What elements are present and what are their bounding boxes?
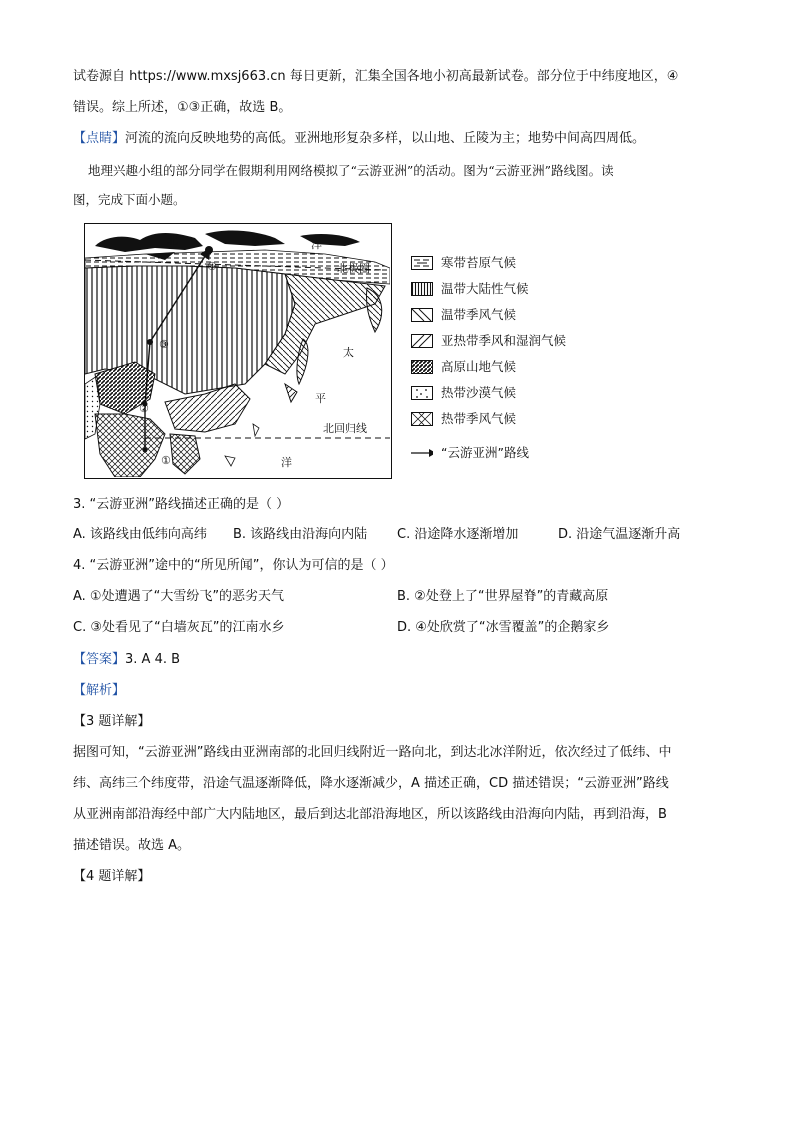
label-ice: 冰 bbox=[251, 234, 262, 247]
q3-option-a: A. 该路线由低纬向高纬 bbox=[73, 527, 207, 542]
slash-swatch-icon bbox=[411, 334, 433, 348]
tip-line bbox=[73, 130, 645, 148]
detail-4-heading: 【4 题详解】 bbox=[73, 869, 151, 884]
vertical-lines-swatch-icon bbox=[411, 282, 433, 296]
q3-option-d: D. 沿途气温逐渐升高 bbox=[558, 527, 681, 542]
marker-3: ③ bbox=[159, 338, 169, 351]
label-pacific-2: 平 bbox=[315, 392, 326, 405]
analysis-heading: 【解析】 bbox=[73, 683, 126, 698]
tip-text: 河流的流向反映地势的高低。亚洲地形复杂多样，以山地、丘陵为主；地势中间高四周低。 bbox=[125, 131, 646, 146]
marker-2: ② bbox=[139, 402, 149, 415]
question-3-stem: 3. “云游亚洲”路线描述正确的是（ ） bbox=[73, 497, 290, 512]
q4-option-d: D. ④处欣赏了“冰雪覆盖”的企鹅家乡 bbox=[397, 620, 610, 635]
subtropical-region bbox=[165, 384, 250, 432]
label-pacific-1: 太 bbox=[343, 346, 354, 359]
marker-4: ④ bbox=[207, 260, 217, 273]
tropical-monsoon-region bbox=[95, 414, 165, 477]
label-ocean-1: 洋 bbox=[311, 238, 322, 251]
source-line: 试卷源自 https://www.mxsj663.cn 每日更新，汇集全国各地小初高最新试卷。部分位于中纬度地区，④ bbox=[73, 69, 679, 84]
tundra-swatch-icon bbox=[411, 256, 433, 270]
answer-line bbox=[73, 651, 180, 669]
cross-hatch-swatch-icon bbox=[411, 412, 433, 426]
answer-text: 3. A 4. B bbox=[125, 652, 181, 667]
detail-3-para-4: 描述错误。故选 A。 bbox=[73, 838, 191, 853]
dense-slash-swatch-icon bbox=[411, 360, 433, 374]
detail-3-heading: 【3 题详解】 bbox=[73, 714, 151, 729]
q3-option-b: B. 该路线由沿海向内陆 bbox=[233, 527, 368, 542]
conclusion-line: 错误。综上所述，①③正确，故选 B。 bbox=[73, 100, 292, 115]
detail-3-para-3: 从亚洲南部沿海经中部广大内陆地区，最后到达北部沿海地区，所以该路线由沿海向内陆，再到沿海，B bbox=[73, 807, 667, 822]
detail-3-para-2: 纬、高纬三个纬度带，沿途气温逐渐降低，降水逐渐减少，A 描述正确，CD 描述错误；“云游亚洲”路线 bbox=[73, 776, 669, 791]
label-ocean-2: 洋 bbox=[281, 456, 292, 469]
detail-3-para-1: 据图可知，“云游亚洲”路线由亚洲南部的北回归线附近一路向北，到达北冰洋附近，依次经过了低纬、中 bbox=[73, 745, 672, 760]
label-arctic-circle: 北极圈 bbox=[337, 262, 370, 275]
intro-line-2: 图，完成下面小题。 bbox=[73, 192, 186, 207]
question-4-stem: 4. “云游亚洲”途中的“所见所闻”，你认为可信的是（ ） bbox=[73, 558, 394, 573]
backslash-swatch-icon bbox=[411, 308, 433, 322]
q4-option-c: C. ③处看见了“白墙灰瓦”的江南水乡 bbox=[73, 620, 285, 635]
q3-option-c: C. 沿途降水逐渐增加 bbox=[397, 527, 519, 542]
tip-heading: 【点睛】 bbox=[73, 131, 126, 146]
answer-heading: 【答案】 bbox=[73, 652, 126, 667]
marker-1: ① bbox=[161, 454, 171, 467]
q4-option-b: B. ②处登上了“世界屋脊”的青藏高原 bbox=[397, 589, 609, 604]
q4-option-a: A. ①处遭遇了“大雪纷飞”的恶劣天气 bbox=[73, 589, 285, 604]
map-svg bbox=[85, 224, 390, 477]
arrow-icon bbox=[411, 446, 433, 460]
label-tropic: 北回归线 bbox=[323, 422, 367, 435]
dots-swatch-icon bbox=[411, 386, 433, 400]
route-map bbox=[84, 223, 392, 479]
intro-line-1: 地理兴趣小组的部分同学在假期利用网络模拟了“云游亚洲”的活动。图为“云游亚洲”路线图。读 bbox=[88, 163, 614, 178]
label-north: 北 bbox=[167, 234, 178, 247]
